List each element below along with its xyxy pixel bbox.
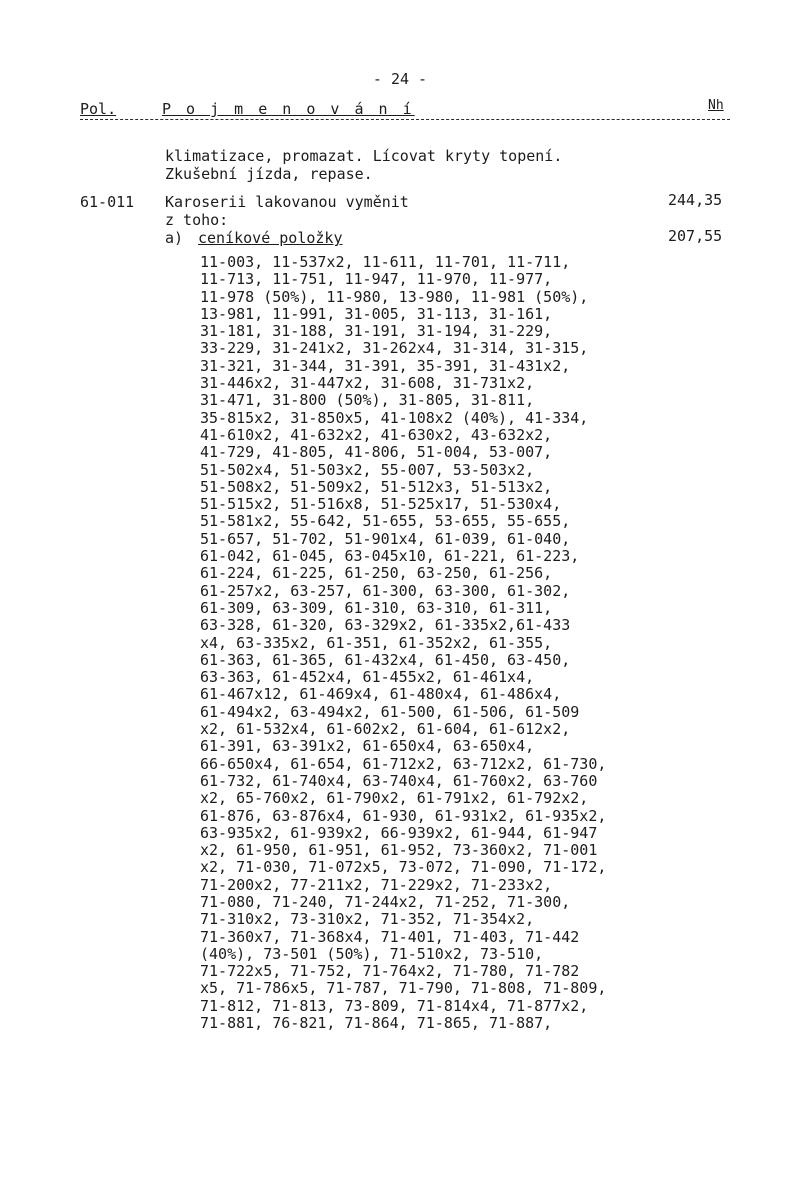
intro-text-line: klimatizace, promazat. Lícovat kryty topení.	[165, 147, 563, 165]
code-line: 11-003, 11-537x2, 11-611, 11-701, 11-711,	[200, 253, 571, 271]
code-line: 63-363, 61-452x4, 61-455x2, 61-461x4,	[200, 668, 535, 687]
code-line: 41-729, 41-805, 41-806, 51-004, 53-007,	[200, 443, 553, 462]
code-line: 51-581x2, 55-642, 51-655, 53-655, 55-655,	[200, 512, 571, 531]
code-line: 61-732, 61-740x4, 63-740x4, 61-760x2, 63-760	[200, 771, 598, 790]
item-subheading: z toho:	[165, 211, 229, 229]
code-line: x2, 61-950, 61-951, 61-952, 73-360x2, 71-001	[200, 841, 598, 860]
code-line: 71-310x2, 73-310x2, 71-352, 71-354x2,	[200, 910, 535, 929]
code-line: 61-042, 61-045, 63-045x10, 61-221, 61-223,	[200, 547, 580, 566]
code-line: 31-471, 31-800 (50%), 31-805, 31-811,	[200, 391, 535, 410]
code-line: 63-935x2, 61-939x2, 66-939x2, 61-944, 61-947	[200, 823, 598, 842]
code-line: 33-229, 31-241x2, 31-262x4, 31-314, 31-315,	[200, 339, 589, 358]
code-line: 71-812, 71-813, 73-809, 71-814x4, 71-877x2,	[200, 996, 589, 1015]
code-line: 71-360x7, 71-368x4, 71-401, 71-403, 71-442	[200, 927, 580, 946]
code-line: x2, 61-532x4, 61-602x2, 61-604, 61-612x2,	[200, 720, 571, 739]
code-line: 31-181, 31-188, 31-191, 31-194, 31-229,	[200, 322, 553, 341]
subitem-hours: 207,55	[668, 227, 723, 245]
code-line: 41-610x2, 41-632x2, 41-630x2, 43-632x2,	[200, 425, 553, 444]
code-line: 61-494x2, 63-494x2, 61-500, 61-506, 61-509	[200, 702, 580, 721]
subitem-letter: a)	[165, 229, 184, 247]
price-list-codes	[200, 254, 720, 1032]
item-description: Karoserii lakovanou vyměnit	[165, 193, 409, 211]
code-line: 71-881, 76-821, 71-864, 71-865, 71-887,	[200, 1014, 553, 1033]
code-line: 51-515x2, 51-516x8, 51-525x17, 51-530x4,	[200, 495, 562, 514]
subitem-label: ceníkové položky	[198, 229, 343, 247]
code-line: x2, 71-030, 71-072x5, 73-072, 71-090, 71-172,	[200, 858, 607, 877]
code-line: 11-713, 11-751, 11-947, 11-970, 11-977,	[200, 270, 553, 289]
code-line: 13-981, 11-991, 31-005, 31-113, 31-161,	[200, 304, 553, 323]
column-header-nh: Nh	[708, 98, 724, 113]
header-divider	[80, 119, 730, 120]
page-number: - 24 -	[372, 70, 428, 88]
code-line: 51-657, 51-702, 51-901x4, 61-039, 61-040,	[200, 529, 571, 548]
code-line: 63-328, 61-320, 63-329x2, 61-335x2,61-433	[200, 616, 571, 635]
column-header-pol: Pol.	[80, 100, 117, 118]
item-code: 61-011	[80, 193, 135, 211]
code-line: 66-650x4, 61-654, 61-712x2, 63-712x2, 61-730,	[200, 754, 607, 773]
code-line: 61-224, 61-225, 61-250, 63-250, 61-256,	[200, 564, 553, 583]
code-line: 71-200x2, 77-211x2, 71-229x2, 71-233x2,	[200, 875, 553, 894]
item-total-hours: 244,35	[668, 191, 723, 209]
code-line: (40%), 73-501 (50%), 71-510x2, 73-510,	[200, 944, 544, 963]
intro-text-line: Zkušební jízda, repase.	[165, 165, 373, 183]
code-line: 11-978 (50%), 11-980, 13-980, 11-981 (50%),	[200, 287, 589, 306]
code-line: 31-446x2, 31-447x2, 31-608, 31-731x2,	[200, 374, 535, 393]
code-line: 61-363, 61-365, 61-432x4, 61-450, 63-450,	[200, 650, 571, 669]
column-header-name: P o j m e n o v á n í	[162, 100, 415, 118]
code-line: 61-257x2, 63-257, 61-300, 63-300, 61-302,	[200, 581, 571, 600]
code-line: 71-080, 71-240, 71-244x2, 71-252, 71-300,	[200, 892, 571, 911]
code-line: x4, 63-335x2, 61-351, 61-352x2, 61-355,	[200, 633, 553, 652]
code-line: 61-876, 63-876x4, 61-930, 61-931x2, 61-935x2,	[200, 806, 607, 825]
code-line: 61-391, 63-391x2, 61-650x4, 63-650x4,	[200, 737, 535, 756]
code-line: 61-309, 63-309, 61-310, 63-310, 61-311,	[200, 598, 553, 617]
code-line: 51-508x2, 51-509x2, 51-512x3, 51-513x2,	[200, 477, 553, 496]
code-line: x5, 71-786x5, 71-787, 71-790, 71-808, 71-809,	[200, 979, 607, 998]
code-line: 51-502x4, 51-503x2, 55-007, 53-503x2,	[200, 460, 535, 479]
code-line: 31-321, 31-344, 31-391, 35-391, 31-431x2,	[200, 356, 571, 375]
code-line: 35-815x2, 31-850x5, 41-108x2 (40%), 41-334,	[200, 408, 589, 427]
code-line: 61-467x12, 61-469x4, 61-480x4, 61-486x4,	[200, 685, 562, 704]
code-line: 71-722x5, 71-752, 71-764x2, 71-780, 71-782	[200, 962, 580, 981]
code-line: x2, 65-760x2, 61-790x2, 61-791x2, 61-792x2,	[200, 789, 589, 808]
